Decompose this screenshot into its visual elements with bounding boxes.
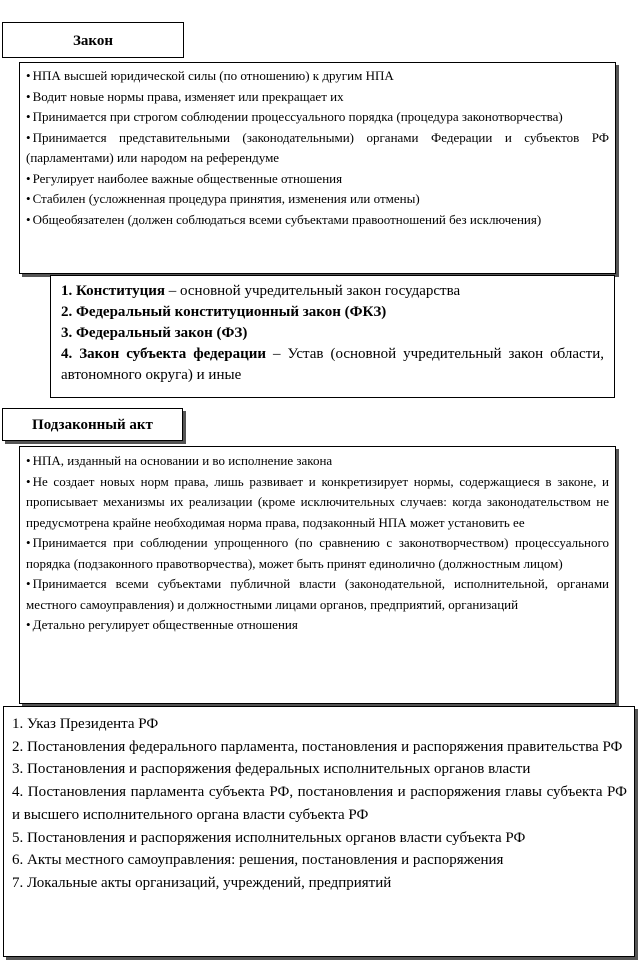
zakon-title: Закон xyxy=(72,32,113,49)
zakon-type-tail: – основной учредительный закон государства xyxy=(165,283,461,299)
zakon-feature: • Стабилен (усложненная процедура принятия, изменения или отмены) xyxy=(26,189,609,210)
zakon-feature: • Водит новые нормы права, изменяет или прекращает их xyxy=(26,87,609,108)
podzakon-feature: • Детально регулирует общественные отношения xyxy=(26,615,609,636)
zakon-feature: • Принимается представительными (законодательными) органами Федерации и субъектов РФ (парламентами) или народом на референдуме xyxy=(26,128,609,169)
podzakon-feature: • Принимается при соблюдении упрощенного (по сравнению с законотворчеством) процессуального порядка (подзаконного правотворчества), может быть принят единолично (должностным лицом) xyxy=(26,533,609,574)
zakon-type-head: 3. Федеральный закон (ФЗ) xyxy=(61,325,248,341)
podzakon-type-item: 4. Постановления парламента субъекта РФ, постановления и распоряжения главы субъекта РФ и высшего исполнительного органа власти субъекта РФ xyxy=(12,784,627,823)
podzakon-type-item: 6. Акты местного самоуправления: решения, постановления и распоряжения xyxy=(12,852,504,869)
zakon-features-list xyxy=(26,66,609,230)
podzakon-title-box xyxy=(2,408,183,441)
podzakon-type-item: 2. Постановления федерального парламента, постановления и распоряжения правительства РФ xyxy=(12,738,623,755)
zakon-type-item xyxy=(61,281,604,302)
zakon-type-item xyxy=(61,323,604,344)
podzakon-features-box xyxy=(19,446,616,704)
podzakon-title: Подзаконный акт xyxy=(32,417,153,433)
zakon-type-head: 4. Закон субъекта федерации xyxy=(61,346,267,362)
podzakon-type-item: 7. Локальные акты организаций, учреждений, предприятий xyxy=(12,874,392,891)
podzakon-type-item: 5. Постановления и распоряжения исполнительных органов власти субъекта РФ xyxy=(12,829,526,846)
zakon-type-tail: – Устав (основной учредительный закон области, автономного округа) и иные xyxy=(61,346,604,383)
zakon-type-item xyxy=(61,302,604,323)
podzakon-feature: • Принимается всеми субъектами публичной власти (законодательной, исполнительной, органами местного самоуправления) и должностными лицами органов, предприятий, организаций xyxy=(26,574,609,615)
zakon-types-box xyxy=(50,275,615,398)
zakon-type-head: 2. Федеральный конституционный закон (ФКЗ) xyxy=(61,304,387,320)
podzakon-type-item: 3. Постановления и распоряжения федеральных исполнительных органов власти xyxy=(12,761,531,778)
podzakon-features-list xyxy=(26,451,609,636)
zakon-type-head: 1. Конституция xyxy=(61,283,166,299)
zakon-features-box xyxy=(19,62,616,274)
podzakon-feature: • НПА, изданный на основании и во исполнение закона xyxy=(26,451,609,472)
zakon-feature: • Принимается при строгом соблюдении процессуального порядка (процедура законотворчества) xyxy=(26,107,609,128)
podzakon-type-item: 1. Указ Президента РФ xyxy=(12,716,159,732)
zakon-title-box xyxy=(2,22,184,58)
podzakon-types-box xyxy=(3,706,635,957)
zakon-feature: • Регулирует наиболее важные общественные отношения xyxy=(26,169,609,190)
zakon-feature: • НПА высшей юридической силы (по отношению) к другим НПА xyxy=(26,66,609,87)
zakon-feature: • Общеобязателен (должен соблюдаться всеми субъектами правоотношений без исключения) xyxy=(26,210,609,231)
podzakon-feature: • Не создает новых норм права, лишь развивает и конкретизирует нормы, содержащиеся в законе, и прописывает механизмы их реализации (кроме исключительных случаев: когда законодательством не предусмотрена крайне необходимая норма права, подзаконный НПА может установить ее xyxy=(26,472,609,534)
zakon-type-item xyxy=(61,344,604,386)
